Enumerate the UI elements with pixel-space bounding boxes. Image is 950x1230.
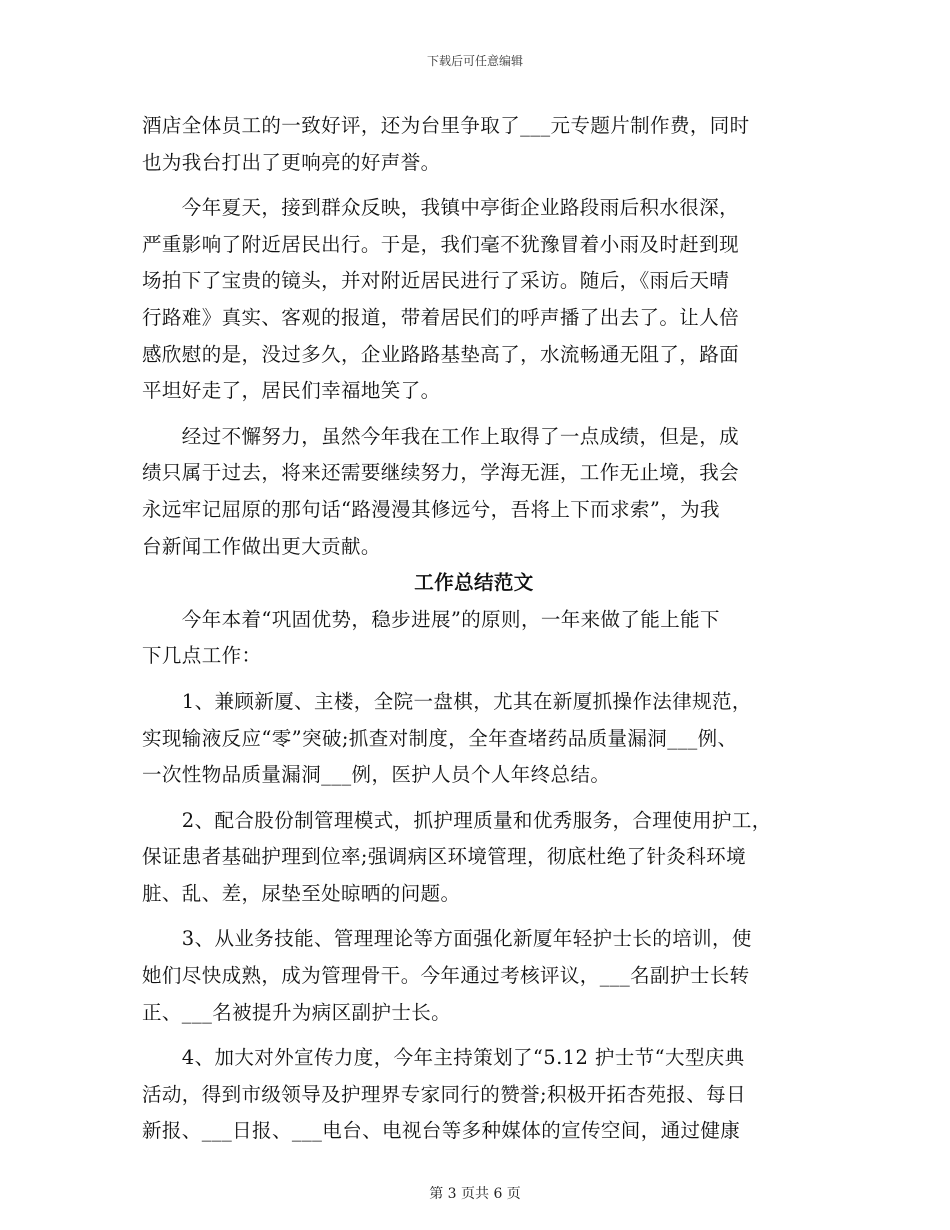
text-line: 一次性物品质量漏洞___例，医护人员个人年终总结。 — [142, 763, 611, 787]
text-line: 脏、乱、差，尿垫至处晾晒的问题。 — [142, 881, 461, 905]
text-line: 正、___名被提升为病区副护士长。 — [142, 1000, 452, 1024]
text-line: 1、兼顾新厦、主楼，全院一盘棋，尤其在新厦抓操作法律规范， — [142, 689, 752, 713]
text-line: 严重影响了附近居民出行。于是，我们毫不犹豫冒着小雨及时赶到现 — [142, 232, 740, 256]
text-line: 实现输液反应“零”突破;抓查对制度，全年查堵药品质量漏洞___例、 — [142, 726, 738, 750]
text-line: 保证患者基础护理到位率;强调病区环境管理，彻底杜绝了针灸科环境 — [142, 845, 746, 869]
text-line: 新报、___日报、___电台、电视台等多种媒体的宣传空间，通过健康 — [142, 1119, 741, 1143]
page-number: 第 3 页共 6 页 — [429, 1186, 521, 1202]
text-line: 也为我台打出了更响亮的好声誉。 — [142, 150, 441, 174]
text-line: 3、从业务技能、管理理论等方面强化新厦年轻护士长的培训，使 — [142, 927, 752, 951]
text-line: 经过不懈努力，虽然今年我在工作上取得了一点成绩，但是，成 — [142, 424, 740, 448]
text-line: 活动，得到市级领导及护理界专家同行的赞誉;积极开拓杏苑报、每日 — [142, 1082, 746, 1106]
text-line: 4、加大对外宣传力度，今年主持策划了“5.12 护士节“大型庆典 — [142, 1046, 745, 1070]
text-line: 场拍下了宝贵的镜头，并对附近居民进行了采访。随后，《雨后天晴 — [142, 269, 730, 293]
text-line: 今年本着“巩固优势，稳步进展”的原则，一年来做了能上能下 — [142, 607, 720, 631]
text-line: 永远牢记屈原的那句话“路漫漫其修远兮，吾将上下而求索”，为我 — [142, 497, 720, 521]
text-line: 台新闻工作做出更大贡献。 — [142, 534, 381, 558]
text-line: 2、配合股份制管理模式，抓护理质量和优秀服务，合理使用护工， — [142, 808, 772, 832]
page-header: 下载后可任意编辑 — [426, 54, 523, 68]
text-line: 绩只属于过去，将来还需要继续努力，学海无涯，工作无止境，我会 — [142, 461, 740, 485]
text-line: 酒店全体员工的一致好评，还为台里争取了___元专题片制作费，同时 — [142, 114, 750, 137]
text-line: 感欣慰的是，没过多久，企业路路基垫高了，水流畅通无阻了，路面 — [142, 342, 740, 366]
section-title: 工作总结范文 — [414, 571, 534, 595]
text-line: 下几点工作： — [142, 644, 262, 668]
text-line: 平坦好走了，居民们幸福地笑了。 — [142, 379, 441, 403]
document-body — [142, 108, 806, 1150]
text-line: 行路难》真实、客观的报道，带着居民们的呼声播了出去了。让人倍 — [142, 305, 740, 329]
text-line: 她们尽快成熟，成为管理骨干。今年通过考核评议，___名副护士长转 — [142, 964, 750, 988]
text-line: 今年夏天，接到群众反映，我镇中亭街企业路段雨后积水很深， — [142, 196, 740, 220]
